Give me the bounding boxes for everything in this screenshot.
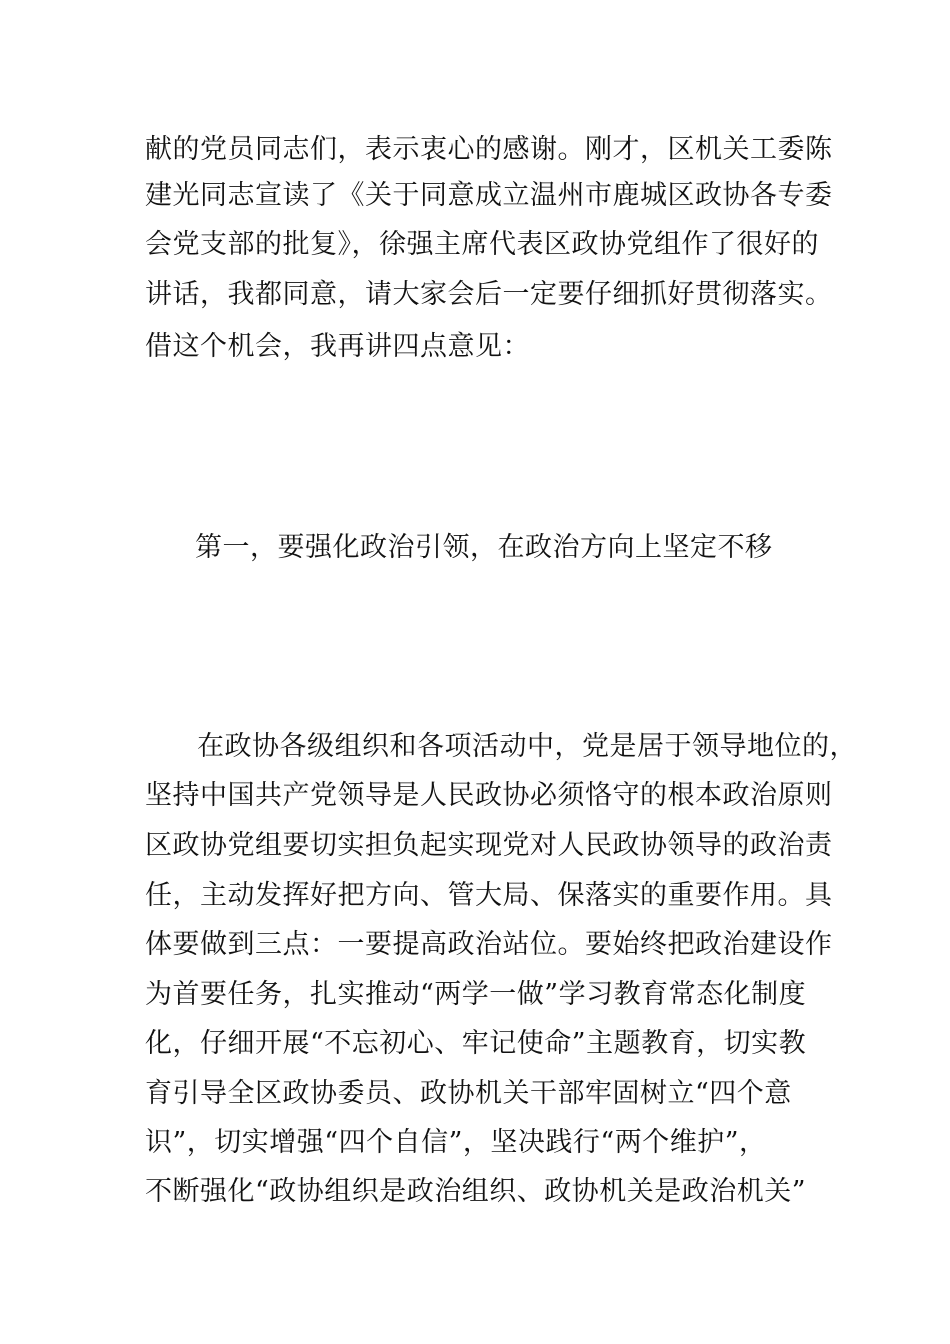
- paragraph-2-line-9: 识”，切实增强“四个自信”，坚决践行“两个维护”，: [145, 1127, 767, 1158]
- section-heading: 第一，要强化政治引领，在政治方向上坚定不移: [195, 532, 773, 563]
- paragraph-2-line-4: 任，主动发挥好把方向、管大局、保落实的重要作用。具: [145, 880, 833, 911]
- paragraph-2-line-10: 不断强化“政协组织是政治组织、政协机关是政治机关”: [145, 1176, 807, 1207]
- paragraph-1-line-2: 建光同志宣读了《关于同意成立温州市鹿城区政协各专委: [145, 180, 833, 211]
- paragraph-2-line-2: 坚持中国共产党领导是人民政协必须恪守的根本政治原则: [145, 780, 833, 811]
- paragraph-1-line-4: 讲话，我都同意，请大家会后一定要仔细抓好贯彻落实。: [145, 279, 833, 310]
- paragraph-2-line-6: 为首要任务，扎实推动“两学一做”学习教育常态化制度: [145, 979, 807, 1010]
- paragraph-2-line-3: 区政协党组要切实担负起实现党对人民政协领导的政治责: [145, 830, 833, 861]
- paragraph-1-line-1: 献的党员同志们，表示衷心的感谢。刚才，区机关工委陈: [145, 134, 833, 165]
- paragraph-2-line-5: 体要做到三点：一要提高政治站位。要始终把政治建设作: [145, 929, 833, 960]
- paragraph-1-line-5: 借这个机会，我再讲四点意见：: [145, 331, 530, 362]
- paragraph-2-line-8: 育引导全区政协委员、政协机关干部牢固树立“四个意: [145, 1078, 792, 1109]
- paragraph-2-line-7: 化，仔细开展“不忘初心、牢记使命”主题教育，切实教: [145, 1028, 807, 1059]
- paragraph-2-line-1: 在政协各级组织和各项活动中，党是居于领导地位的，: [197, 731, 857, 762]
- paragraph-1-line-3: 会党支部的批复》，徐强主席代表区政协党组作了很好的: [145, 229, 819, 260]
